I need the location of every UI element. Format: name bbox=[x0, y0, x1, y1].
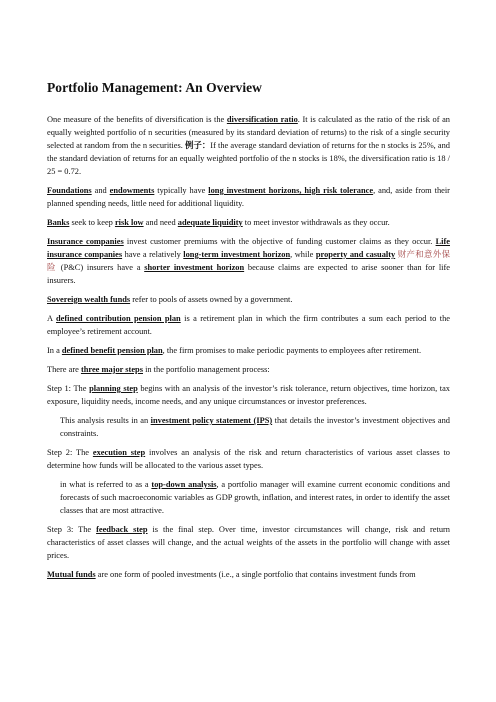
key-term: endowments bbox=[109, 186, 155, 195]
paragraph bbox=[47, 113, 450, 178]
key-term: risk low bbox=[114, 218, 144, 227]
text-run: is a retirement plan in which the firm contributes a sum each period to the employee’s retirement account. bbox=[47, 314, 450, 336]
paragraph bbox=[47, 235, 450, 287]
text-run: (P&C) insurers have a bbox=[57, 263, 145, 272]
text-run: Step 1: The bbox=[47, 384, 90, 393]
text-run: Step 3: The bbox=[47, 525, 97, 534]
text-run: This analysis results in an bbox=[60, 416, 151, 425]
paragraph bbox=[60, 478, 450, 517]
text-run: to meet investor withdrawals as they occur. bbox=[242, 218, 390, 227]
paragraph bbox=[47, 216, 450, 229]
key-term: investment policy statement (IPS) bbox=[150, 416, 273, 425]
paragraph bbox=[47, 312, 450, 338]
text-run: There are bbox=[47, 365, 81, 374]
key-term: diversification ratio bbox=[226, 115, 298, 124]
text-run: , the firm promises to make periodic payments to employees after retirement. bbox=[162, 346, 422, 355]
key-term: long-term investment horizon bbox=[183, 250, 291, 259]
document-body bbox=[47, 113, 450, 581]
text-run: seek to keep bbox=[69, 218, 115, 227]
key-term: adequate liquidity bbox=[177, 218, 243, 227]
text-run: because claims are expected to arise sooner than for life insurers. bbox=[47, 263, 451, 285]
text-run: have a relatively bbox=[122, 250, 184, 259]
text-run: is the final step. Over time, investor circumstances will change, risk and return characteristics of asset classes will change, and the actual weights of the assets in the portfolio will change with asset prices. bbox=[47, 525, 450, 560]
key-term: top-down analysis bbox=[151, 480, 217, 489]
text-run: . It is calculated as the ratio of the risk of an equally weighted portfolio of n securities (measured by its standard deviation of returns) to the risk of a single security selected at random from the n securities. bbox=[47, 115, 450, 150]
text-run: in the portfolio management process: bbox=[142, 365, 270, 374]
key-term: Sovereign wealth funds bbox=[47, 295, 131, 304]
text-run: and need bbox=[143, 218, 178, 227]
text-run: , while bbox=[290, 250, 316, 259]
text-run: , a portfolio manager will examine current economic conditions and forecasts of such macroeconomic variables as GDP growth, inflation, and interest rates, in order to identify the asset classes that are most attractive. bbox=[60, 480, 450, 515]
key-term: Life insurance companies bbox=[47, 237, 450, 259]
key-term: defined benefit pension plan bbox=[61, 346, 163, 355]
text-run: involves an analysis of the risk and return characteristics of various asset classes to determine how funds will be allocated to the various asset types. bbox=[47, 448, 450, 470]
paragraph bbox=[47, 382, 450, 408]
key-term: Insurance companies bbox=[47, 237, 124, 246]
text-run: invest customer premiums with the objective of funding customer claims as they occur. bbox=[123, 237, 436, 246]
text-run: One measure of the benefits of diversification is the bbox=[47, 115, 227, 124]
paragraph bbox=[47, 523, 450, 562]
key-term: Banks bbox=[47, 218, 70, 227]
paragraph bbox=[47, 568, 450, 581]
paragraph bbox=[47, 344, 450, 357]
paragraph bbox=[47, 363, 450, 376]
text-run: A bbox=[47, 314, 56, 323]
key-term: planning step bbox=[89, 384, 138, 393]
text-run: , and, aside from their planned spending needs, little need for additional liquidity. bbox=[47, 186, 450, 208]
page-title: Portfolio Management: An Overview bbox=[47, 80, 262, 95]
text-run: that details the investor’s investment objectives and constraints. bbox=[60, 416, 450, 438]
text-run: refer to pools of assets owned by a government. bbox=[130, 295, 293, 304]
key-term: Foundations bbox=[47, 186, 92, 195]
key-term: shorter investment horizon bbox=[144, 263, 245, 272]
key-term: property and casualty bbox=[315, 250, 396, 259]
key-term: execution step bbox=[92, 448, 146, 457]
paragraph bbox=[60, 414, 450, 440]
paragraph bbox=[47, 446, 450, 472]
key-term: long investment horizons, high risk tolerance bbox=[208, 186, 374, 195]
key-term: 例子： bbox=[185, 141, 211, 150]
key-term: three major steps bbox=[80, 365, 143, 374]
text-run: are one form of pooled investments (i.e., a single portfolio that contains investment funds from bbox=[95, 570, 416, 579]
key-term: defined contribution pension plan bbox=[56, 314, 181, 323]
paragraph bbox=[47, 293, 450, 306]
text-run: In a bbox=[47, 346, 62, 355]
text-run: and bbox=[91, 186, 110, 195]
text-run: in what is referred to as a bbox=[60, 480, 152, 489]
text-run: begins with an analysis of the investor’s risk tolerance, return objectives, time horizon, tax exposure, liquidity needs, income needs, and any unique circumstances or investor preferences. bbox=[47, 384, 450, 406]
chinese-annotation: 财产和意外保险 bbox=[47, 250, 451, 272]
key-term: feedback step bbox=[96, 525, 148, 534]
text-run: typically have bbox=[154, 186, 209, 195]
text-run: If the average standard deviation of returns for the n stocks is 25%, and the standard deviation of returns for an equally weighted portfolio of the n stocks is 18%, the diversification ratio is 18 / 25 = 0.72. bbox=[47, 141, 450, 176]
paragraph bbox=[47, 184, 450, 210]
text-run: Step 2: The bbox=[47, 448, 93, 457]
key-term: Mutual funds bbox=[47, 570, 96, 579]
